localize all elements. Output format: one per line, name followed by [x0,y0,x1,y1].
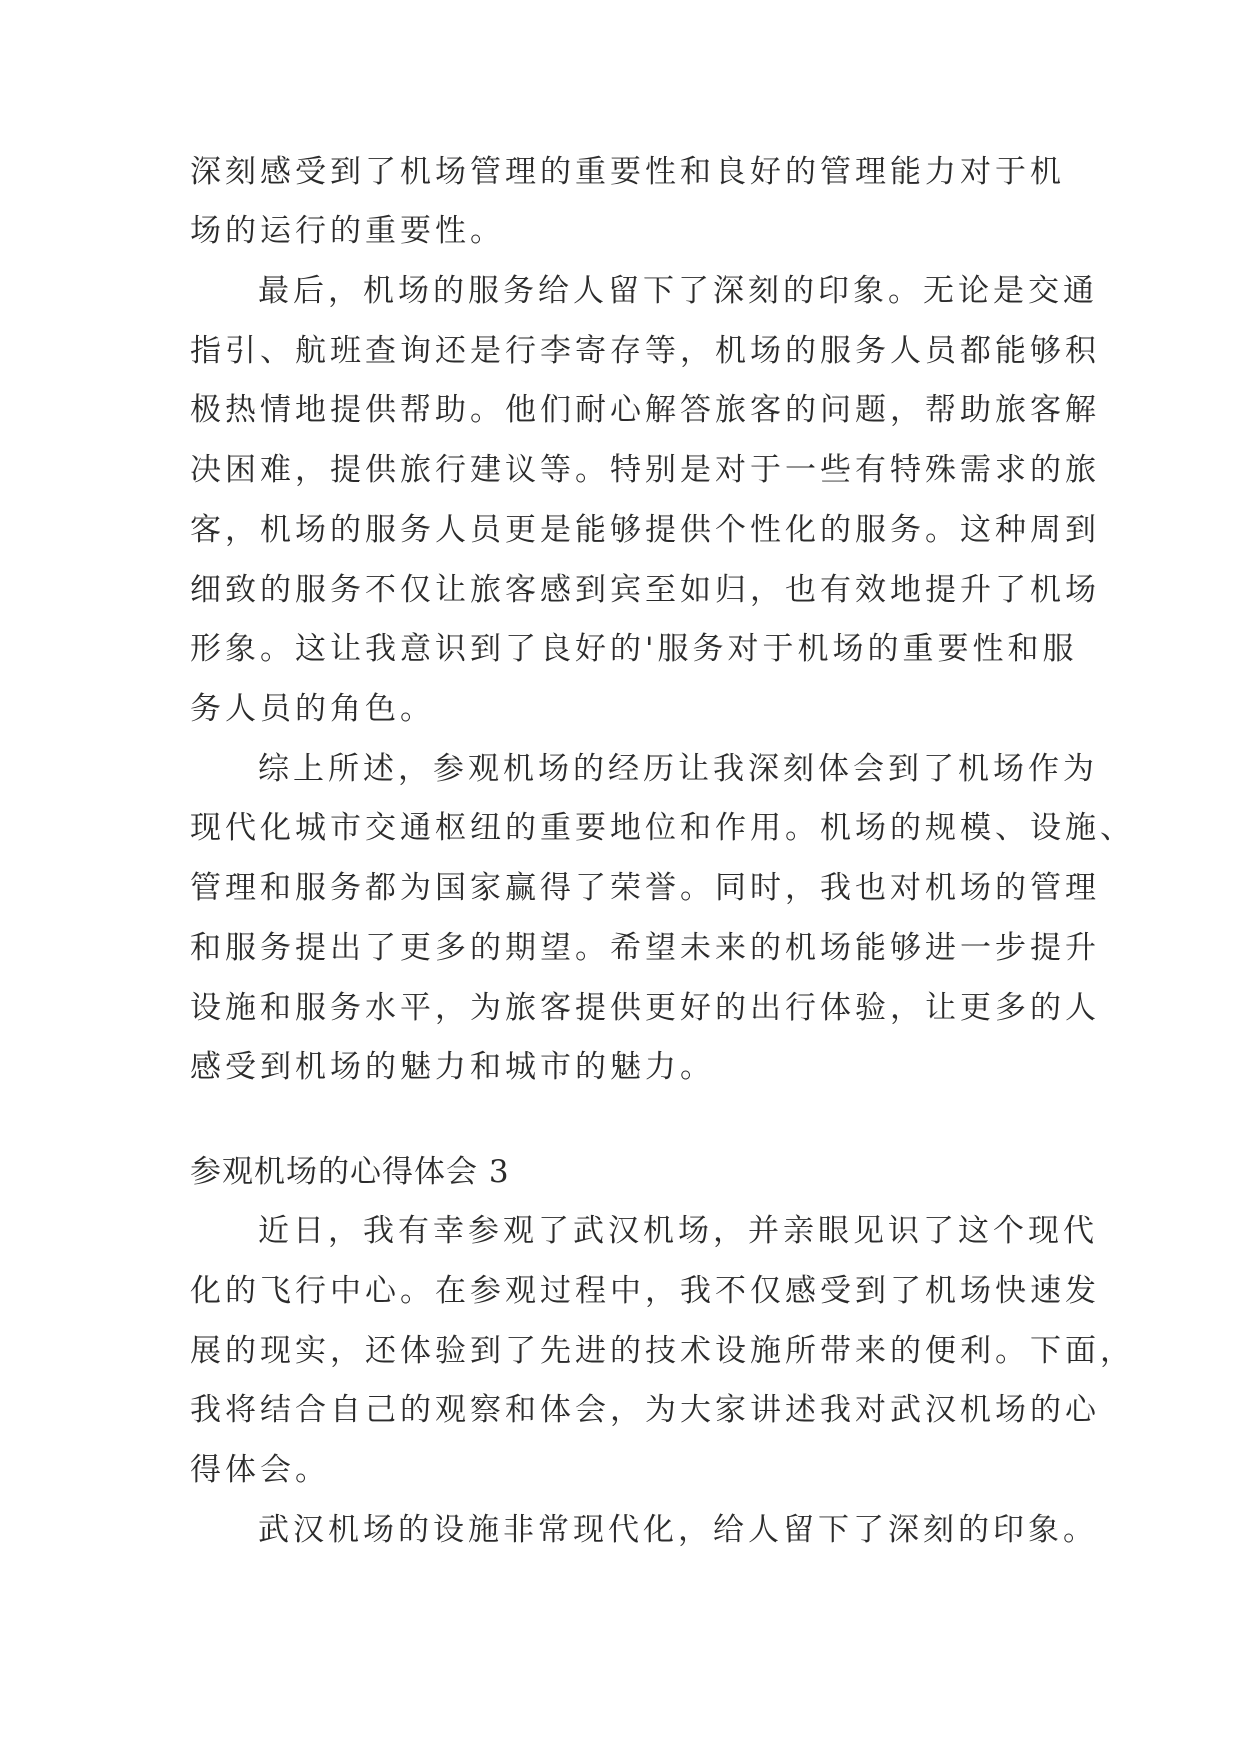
text-line: 指引、航班查询还是行李寄存等，机场的服务人员都能够积 [190,333,1100,369]
text-line: 现代化城市交通枢纽的重要地位和作用。机场的规模、设施、 [190,810,1135,846]
text-line: 客，机场的服务人员更是能够提供个性化的服务。这种周到 [190,512,1100,548]
text-line: 决困难，提供旅行建议等。特别是对于一些有特殊需求的旅 [190,452,1100,488]
text-line: 形象。这让我意识到了良好的'服务对于机场的重要性和服 [190,631,1078,667]
text-line: 深刻感受到了机场管理的重要性和良好的管理能力对于机 [190,154,1065,190]
paragraph-first-line: 最后，机场的服务给人留下了深刻的印象。无论是交通 [258,273,1098,309]
paragraph-first-line: 近日，我有幸参观了武汉机场，并亲眼见识了这个现代 [258,1213,1098,1249]
text-line: 和服务提出了更多的期望。希望未来的机场能够进一步提升 [190,930,1100,966]
text-line: 展的现实，还体验到了先进的技术设施所带来的便利。下面， [190,1333,1135,1369]
text-line: 得体会。 [190,1452,330,1488]
text-line: 务人员的角色。 [190,691,435,727]
text-line: 管理和服务都为国家赢得了荣誉。同时，我也对机场的管理 [190,870,1100,906]
paragraph-first-line: 综上所述，参观机场的经历让我深刻体会到了机场作为 [258,751,1098,787]
text-line: 化的飞行中心。在参观过程中，我不仅感受到了机场快速发 [190,1273,1100,1309]
text-line: 场的运行的重要性。 [190,213,505,249]
text-line: 极热情地提供帮助。他们耐心解答旅客的问题，帮助旅客解 [190,392,1100,428]
section-heading: 参观机场的心得体会 3 [190,1154,510,1190]
text-line: 我将结合自己的观察和体会，为大家讲述我对武汉机场的心 [190,1392,1100,1428]
text-line: 设施和服务水平，为旅客提供更好的出行体验，让更多的人 [190,990,1100,1026]
text-line: 感受到机场的魅力和城市的魅力。 [190,1049,715,1085]
text-line: 细致的服务不仅让旅客感到宾至如归，也有效地提升了机场 [190,572,1100,608]
paragraph-first-line: 武汉机场的设施非常现代化，给人留下了深刻的印象。 [258,1512,1098,1548]
